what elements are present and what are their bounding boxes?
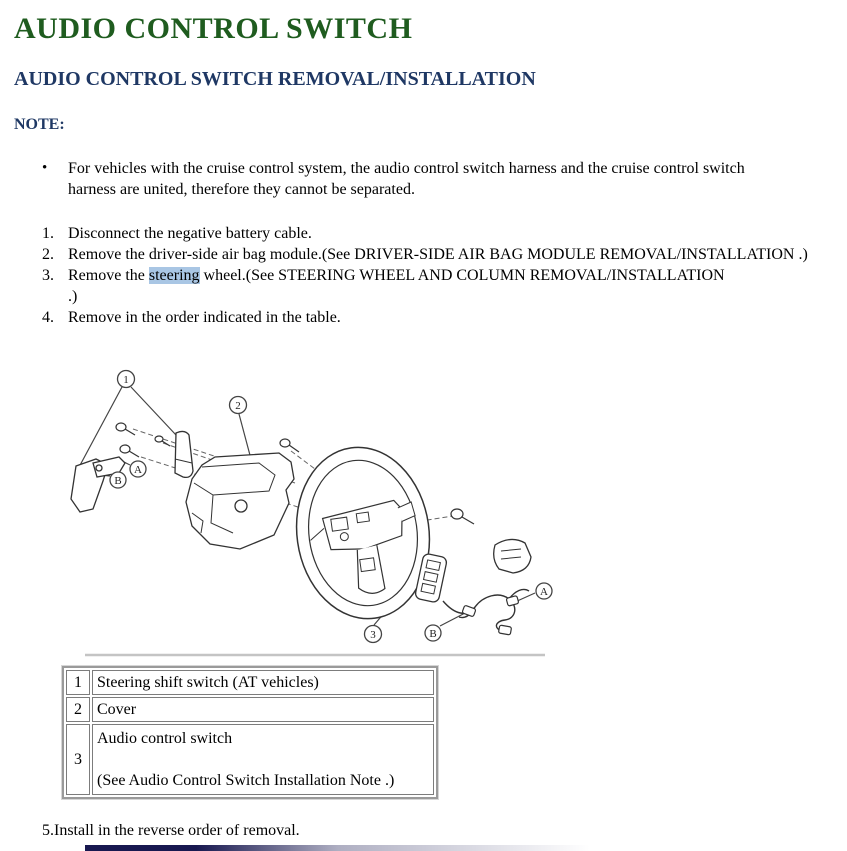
- step-4: [42, 307, 828, 328]
- part-desc-cell: [92, 724, 434, 795]
- right-switch-module: [494, 539, 531, 573]
- harness-connectors: [462, 596, 519, 635]
- callout-1: [118, 371, 135, 388]
- step-2: [42, 244, 828, 265]
- step-number: 4.: [42, 309, 54, 326]
- part-desc-cell: Steering shift switch (AT vehicles): [92, 670, 434, 695]
- step-text: Remove the driver-side air bag module.(See DRIVER-SIDE AIR BAG MODULE REMOVAL/INSTALLATION .): [68, 246, 808, 263]
- callout-b-right-label: B: [429, 628, 437, 640]
- part-number-cell: 3: [66, 724, 90, 795]
- callout-2: [230, 397, 247, 414]
- step-text: Disconnect the negative battery cable.: [68, 225, 312, 242]
- section-heading: AUDIO CONTROL SWITCH REMOVAL/INSTALLATION: [14, 68, 536, 90]
- step-number: 3.: [42, 267, 54, 284]
- callout-3: [365, 626, 382, 643]
- callout-1-label: 1: [123, 374, 129, 386]
- steering-wheel-exploded-diagram: [63, 363, 553, 660]
- note-label: NOTE:: [14, 116, 65, 133]
- step-text: Install in the reverse order of removal.: [54, 822, 300, 839]
- step-3: [42, 265, 828, 307]
- center-screw: [280, 439, 299, 452]
- part-number-cell: 1: [66, 670, 90, 695]
- note-bullet-item: [42, 158, 794, 200]
- table-row-1: [66, 670, 434, 695]
- step-text: Remove in the order indicated in the table.: [68, 309, 341, 326]
- search-highlight: steering: [148, 267, 200, 284]
- step-1: [42, 223, 828, 244]
- step-text-tail: .): [68, 288, 78, 305]
- callout-a-right-label: A: [540, 586, 548, 598]
- callout-b-left: [110, 472, 126, 488]
- table-row-3: [66, 724, 434, 795]
- callout-3-label: 3: [370, 629, 376, 641]
- right-screw: [451, 509, 474, 524]
- parts-table: [62, 666, 438, 799]
- callout-a-left: [130, 461, 146, 477]
- step-number: 5.: [42, 822, 54, 839]
- note-bullet-text: For vehicles with the cruise control system, the audio control switch harness and the cruise control switch harness are united, therefore they cannot be separated.: [68, 160, 745, 198]
- bottom-page-bar: [85, 845, 590, 851]
- right-paddle-part: [175, 431, 193, 477]
- procedure-steps: [42, 223, 828, 328]
- exploded-diagram-figure: [63, 363, 553, 660]
- callout-b-right: [425, 625, 441, 641]
- callout-a-left-label: A: [134, 464, 142, 476]
- callout-2-label: 2: [235, 400, 241, 412]
- table-row-2: [66, 697, 434, 722]
- cover-part: [186, 453, 294, 549]
- step-number: 1.: [42, 225, 54, 242]
- bullet-icon: •: [42, 160, 48, 176]
- part-desc-note: (See Audio Control Switch Installation Note .): [97, 772, 395, 789]
- step-text-pre: Remove the: [68, 267, 149, 284]
- page-title: AUDIO CONTROL SWITCH: [14, 12, 413, 45]
- step-text: [68, 265, 828, 307]
- callout-a-right: [536, 583, 552, 599]
- step-5: [42, 820, 828, 841]
- callout-b-left-label: B: [114, 475, 122, 487]
- part-desc-cell: Cover: [92, 697, 434, 722]
- part-number-cell: 2: [66, 697, 90, 722]
- step-number: 2.: [42, 246, 54, 263]
- steering-wheel: [286, 439, 441, 628]
- step-text-post: wheel.(See STEERING WHEEL AND COLUMN REMOVAL/INSTALLATION: [199, 267, 725, 284]
- part-desc-text: Audio control switch: [97, 730, 233, 747]
- left-screws: [116, 423, 170, 457]
